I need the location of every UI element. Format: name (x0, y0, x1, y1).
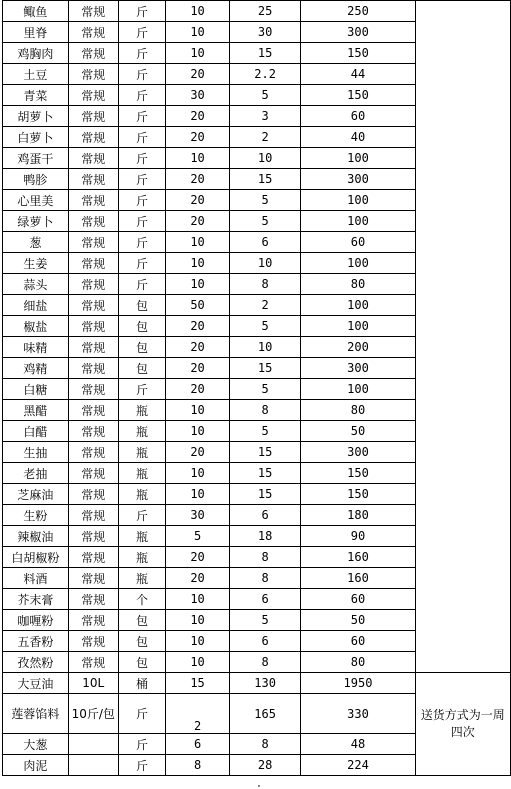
item-qty-cell: 10 (166, 148, 230, 169)
procurement-table-body (3, 1, 511, 776)
item-price-cell: 8 (229, 652, 301, 673)
item-spec-cell: 常规 (68, 169, 118, 190)
item-spec-cell: 常规 (68, 568, 118, 589)
item-spec-cell: 常规 (68, 652, 118, 673)
item-unit-cell: 斤 (118, 148, 166, 169)
item-qty-cell: 5 (166, 526, 230, 547)
item-spec-cell: 常规 (68, 127, 118, 148)
item-name-cell: 绿萝卜 (3, 211, 69, 232)
item-spec-cell: 常规 (68, 211, 118, 232)
item-unit-cell: 瓶 (118, 568, 166, 589)
item-spec-cell: 常规 (68, 400, 118, 421)
item-spec-cell: 常规 (68, 379, 118, 400)
item-price-cell: 130 (229, 673, 301, 694)
item-total-cell: 224 (301, 755, 415, 776)
item-price-cell: 8 (229, 400, 301, 421)
item-name-cell: 鸡胸肉 (3, 43, 69, 64)
item-unit-cell: 包 (118, 316, 166, 337)
item-qty-cell: 10 (166, 253, 230, 274)
item-spec-cell: 常规 (68, 610, 118, 631)
item-qty-cell: 20 (166, 106, 230, 127)
item-spec-cell: 常规 (68, 442, 118, 463)
item-spec-cell: 10斤/包 (68, 694, 118, 734)
item-name-cell: 肉泥 (3, 755, 69, 776)
item-unit-cell: 斤 (118, 734, 166, 755)
item-price-cell: 15 (229, 463, 301, 484)
item-price-cell: 2 (229, 127, 301, 148)
item-spec-cell: 常规 (68, 316, 118, 337)
item-name-cell: 辣椒油 (3, 526, 69, 547)
item-qty-cell: 10 (166, 421, 230, 442)
item-spec-cell: 10L (68, 673, 118, 694)
page-marker (258, 785, 260, 787)
item-qty-cell: 20 (166, 127, 230, 148)
item-name-cell: 葱 (3, 232, 69, 253)
item-spec-cell: 常规 (68, 85, 118, 106)
item-name-cell: 白糖 (3, 379, 69, 400)
item-qty-cell: 10 (166, 232, 230, 253)
item-qty-cell: 30 (166, 505, 230, 526)
item-name-cell: 生姜 (3, 253, 69, 274)
item-total-cell: 180 (301, 505, 415, 526)
item-total-cell: 80 (301, 400, 415, 421)
item-spec-cell: 常规 (68, 463, 118, 484)
item-spec-cell: 常规 (68, 526, 118, 547)
item-spec-cell: 常规 (68, 43, 118, 64)
item-unit-cell: 瓶 (118, 547, 166, 568)
item-unit-cell: 斤 (118, 169, 166, 190)
item-total-cell: 100 (301, 253, 415, 274)
item-spec-cell: 常规 (68, 190, 118, 211)
item-unit-cell: 斤 (118, 379, 166, 400)
item-total-cell: 300 (301, 169, 415, 190)
item-qty-cell: 15 (166, 673, 230, 694)
item-unit-cell: 桶 (118, 673, 166, 694)
item-qty-cell: 50 (166, 295, 230, 316)
item-price-cell: 5 (229, 190, 301, 211)
procurement-table (2, 0, 511, 776)
item-spec-cell: 常规 (68, 505, 118, 526)
item-spec-cell: 常规 (68, 232, 118, 253)
item-price-cell: 5 (229, 421, 301, 442)
item-unit-cell: 斤 (118, 190, 166, 211)
item-qty-cell: 10 (166, 274, 230, 295)
item-unit-cell: 包 (118, 295, 166, 316)
item-qty-cell: 10 (166, 610, 230, 631)
item-total-cell: 300 (301, 442, 415, 463)
item-spec-cell: 常规 (68, 358, 118, 379)
item-qty-cell: 2 (166, 694, 230, 734)
item-price-cell: 8 (229, 547, 301, 568)
item-total-cell: 100 (301, 379, 415, 400)
item-unit-cell: 包 (118, 610, 166, 631)
item-unit-cell: 斤 (118, 274, 166, 295)
item-total-cell: 100 (301, 211, 415, 232)
item-qty-cell: 10 (166, 1, 230, 22)
item-unit-cell: 斤 (118, 127, 166, 148)
item-total-cell: 60 (301, 232, 415, 253)
item-price-cell: 15 (229, 442, 301, 463)
item-price-cell: 5 (229, 85, 301, 106)
item-total-cell: 330 (301, 694, 415, 734)
item-total-cell: 100 (301, 316, 415, 337)
item-spec-cell: 常规 (68, 547, 118, 568)
item-name-cell: 白胡椒粉 (3, 547, 69, 568)
item-name-cell: 黑醋 (3, 400, 69, 421)
item-unit-cell: 斤 (118, 106, 166, 127)
item-spec-cell: 常规 (68, 274, 118, 295)
item-qty-cell: 20 (166, 547, 230, 568)
item-price-cell: 165 (229, 694, 301, 734)
item-total-cell: 150 (301, 85, 415, 106)
item-price-cell: 10 (229, 148, 301, 169)
item-total-cell: 50 (301, 610, 415, 631)
item-name-cell: 大豆油 (3, 673, 69, 694)
item-qty-cell: 20 (166, 379, 230, 400)
item-price-cell: 30 (229, 22, 301, 43)
item-total-cell: 80 (301, 652, 415, 673)
item-name-cell: 鸡精 (3, 358, 69, 379)
item-name-cell: 青菜 (3, 85, 69, 106)
item-unit-cell: 斤 (118, 64, 166, 85)
item-name-cell: 鲰鱼 (3, 1, 69, 22)
item-name-cell: 生抽 (3, 442, 69, 463)
item-price-cell: 28 (229, 755, 301, 776)
item-name-cell: 味精 (3, 337, 69, 358)
item-unit-cell: 瓶 (118, 442, 166, 463)
item-price-cell: 2.2 (229, 64, 301, 85)
item-qty-cell: 20 (166, 358, 230, 379)
table-row (3, 673, 511, 694)
item-name-cell: 胡萝卜 (3, 106, 69, 127)
item-unit-cell: 包 (118, 358, 166, 379)
item-unit-cell: 斤 (118, 211, 166, 232)
item-qty-cell: 10 (166, 631, 230, 652)
item-qty-cell: 20 (166, 442, 230, 463)
item-name-cell: 鸭胗 (3, 169, 69, 190)
item-unit-cell: 包 (118, 337, 166, 358)
item-name-cell: 生粉 (3, 505, 69, 526)
item-qty-cell: 20 (166, 169, 230, 190)
item-qty-cell: 10 (166, 589, 230, 610)
item-name-cell: 咖喱粉 (3, 610, 69, 631)
item-spec-cell: 常规 (68, 106, 118, 127)
item-name-cell: 料酒 (3, 568, 69, 589)
item-qty-cell: 10 (166, 22, 230, 43)
item-qty-cell: 6 (166, 734, 230, 755)
item-price-cell: 5 (229, 211, 301, 232)
item-spec-cell: 常规 (68, 421, 118, 442)
item-qty-cell: 10 (166, 484, 230, 505)
item-unit-cell: 瓶 (118, 463, 166, 484)
item-unit-cell: 斤 (118, 755, 166, 776)
item-price-cell: 8 (229, 568, 301, 589)
item-unit-cell: 瓶 (118, 526, 166, 547)
item-total-cell: 160 (301, 547, 415, 568)
item-price-cell: 8 (229, 734, 301, 755)
item-total-cell: 250 (301, 1, 415, 22)
item-name-cell: 里脊 (3, 22, 69, 43)
item-price-cell: 25 (229, 1, 301, 22)
item-spec-cell: 常规 (68, 484, 118, 505)
item-name-cell: 白萝卜 (3, 127, 69, 148)
item-total-cell: 44 (301, 64, 415, 85)
item-name-cell: 孜然粉 (3, 652, 69, 673)
item-price-cell: 5 (229, 379, 301, 400)
item-total-cell: 100 (301, 148, 415, 169)
item-qty-cell: 10 (166, 463, 230, 484)
item-total-cell: 150 (301, 43, 415, 64)
item-total-cell: 80 (301, 274, 415, 295)
item-unit-cell: 个 (118, 589, 166, 610)
item-qty-cell: 20 (166, 211, 230, 232)
item-total-cell: 60 (301, 631, 415, 652)
item-name-cell: 芥末膏 (3, 589, 69, 610)
item-qty-cell: 10 (166, 43, 230, 64)
item-name-cell: 土豆 (3, 64, 69, 85)
item-spec-cell: 常规 (68, 64, 118, 85)
item-name-cell: 白醋 (3, 421, 69, 442)
item-qty-cell: 20 (166, 190, 230, 211)
item-price-cell: 15 (229, 358, 301, 379)
item-spec-cell (68, 734, 118, 755)
item-price-cell: 6 (229, 631, 301, 652)
item-price-cell: 6 (229, 505, 301, 526)
item-name-cell: 五香粉 (3, 631, 69, 652)
item-spec-cell (68, 755, 118, 776)
item-name-cell: 蒜头 (3, 274, 69, 295)
item-name-cell: 芝麻油 (3, 484, 69, 505)
item-total-cell: 60 (301, 589, 415, 610)
item-spec-cell: 常规 (68, 337, 118, 358)
item-price-cell: 15 (229, 43, 301, 64)
item-price-cell: 3 (229, 106, 301, 127)
item-unit-cell: 瓶 (118, 484, 166, 505)
item-total-cell: 150 (301, 463, 415, 484)
item-price-cell: 2 (229, 295, 301, 316)
item-total-cell: 48 (301, 734, 415, 755)
item-total-cell: 150 (301, 484, 415, 505)
item-name-cell: 大葱 (3, 734, 69, 755)
item-name-cell: 莲蓉馅料 (3, 694, 69, 734)
item-spec-cell: 常规 (68, 631, 118, 652)
item-total-cell: 160 (301, 568, 415, 589)
note-blank-cell (415, 1, 510, 673)
item-spec-cell: 常规 (68, 148, 118, 169)
item-total-cell: 100 (301, 190, 415, 211)
item-spec-cell: 常规 (68, 253, 118, 274)
item-price-cell: 8 (229, 274, 301, 295)
item-total-cell: 300 (301, 22, 415, 43)
item-total-cell: 300 (301, 358, 415, 379)
item-price-cell: 15 (229, 169, 301, 190)
item-price-cell: 6 (229, 232, 301, 253)
item-total-cell: 100 (301, 295, 415, 316)
delivery-note-cell: 送货方式为一周四次 (415, 673, 510, 776)
item-qty-cell: 10 (166, 400, 230, 421)
item-price-cell: 18 (229, 526, 301, 547)
item-spec-cell: 常规 (68, 1, 118, 22)
item-spec-cell: 常规 (68, 295, 118, 316)
item-price-cell: 10 (229, 337, 301, 358)
item-total-cell: 1950 (301, 673, 415, 694)
item-unit-cell: 瓶 (118, 421, 166, 442)
item-qty-cell: 30 (166, 85, 230, 106)
item-price-cell: 5 (229, 316, 301, 337)
item-qty-cell: 8 (166, 755, 230, 776)
item-total-cell: 60 (301, 106, 415, 127)
item-unit-cell: 斤 (118, 85, 166, 106)
item-qty-cell: 20 (166, 568, 230, 589)
item-unit-cell: 包 (118, 631, 166, 652)
item-unit-cell: 包 (118, 652, 166, 673)
item-qty-cell: 20 (166, 64, 230, 85)
item-qty-cell: 10 (166, 652, 230, 673)
item-qty-cell: 20 (166, 337, 230, 358)
item-name-cell: 心里美 (3, 190, 69, 211)
item-unit-cell: 斤 (118, 1, 166, 22)
item-price-cell: 6 (229, 589, 301, 610)
item-unit-cell: 斤 (118, 253, 166, 274)
item-name-cell: 老抽 (3, 463, 69, 484)
item-qty-cell: 20 (166, 316, 230, 337)
item-total-cell: 90 (301, 526, 415, 547)
item-price-cell: 5 (229, 610, 301, 631)
table-row (3, 1, 511, 22)
item-unit-cell: 斤 (118, 694, 166, 734)
item-unit-cell: 斤 (118, 43, 166, 64)
item-unit-cell: 斤 (118, 232, 166, 253)
item-total-cell: 200 (301, 337, 415, 358)
item-unit-cell: 斤 (118, 22, 166, 43)
item-name-cell: 细盐 (3, 295, 69, 316)
item-total-cell: 40 (301, 127, 415, 148)
item-name-cell: 椒盐 (3, 316, 69, 337)
item-name-cell: 鸡蛋干 (3, 148, 69, 169)
item-total-cell: 50 (301, 421, 415, 442)
item-unit-cell: 斤 (118, 505, 166, 526)
item-price-cell: 15 (229, 484, 301, 505)
item-spec-cell: 常规 (68, 589, 118, 610)
item-spec-cell: 常规 (68, 22, 118, 43)
item-price-cell: 10 (229, 253, 301, 274)
item-unit-cell: 瓶 (118, 400, 166, 421)
